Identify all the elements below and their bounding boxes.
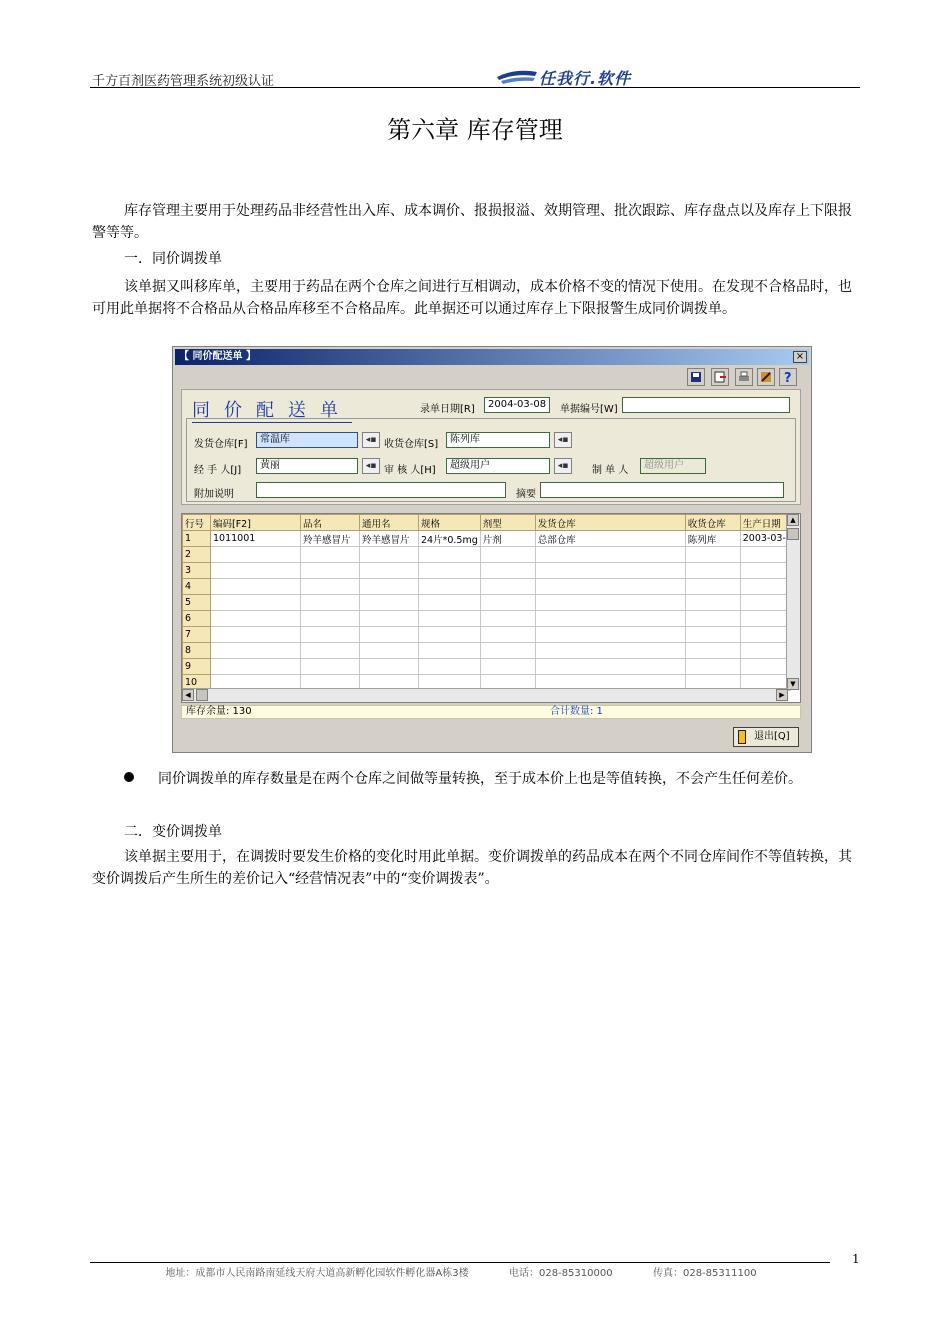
table-cell[interactable] — [360, 643, 419, 659]
table-cell[interactable] — [685, 659, 740, 675]
detail-table — [182, 514, 791, 691]
chapter-title: 第六章 库存管理 — [387, 116, 563, 144]
table-cell[interactable] — [480, 595, 535, 611]
table-cell[interactable]: 片剂 — [480, 531, 535, 547]
row-number[interactable]: 3 — [183, 563, 211, 579]
company-logo — [495, 66, 655, 86]
table-cell[interactable] — [301, 611, 360, 627]
table-cell[interactable] — [301, 579, 360, 595]
footer-phone: 电话：028-85310000 — [509, 1268, 613, 1279]
footer-rule — [90, 1262, 830, 1263]
table-cell[interactable] — [211, 627, 301, 643]
pick-handler-icon[interactable]: ◂▪ — [362, 458, 380, 474]
table-cell[interactable] — [360, 595, 419, 611]
col-header[interactable]: 行号 — [183, 515, 211, 531]
table-cell[interactable] — [685, 563, 740, 579]
table-cell[interactable] — [419, 579, 481, 595]
stock-remaining: 库存余量: 130 — [186, 706, 252, 717]
handler-label: 经 手 人[J] — [194, 465, 242, 476]
table-row[interactable] — [183, 643, 791, 659]
table-cell[interactable] — [360, 627, 419, 643]
table-cell[interactable]: 陈列库 — [685, 531, 740, 547]
transfer-window — [172, 346, 812, 753]
table-cell[interactable] — [360, 611, 419, 627]
section1-body: 该单据又叫移库单，主要用于药品在两个仓库之间进行互相调动，成本价格不变的情况下使用。在发现不合格品时，也可用此单据将不合格品从合格品库移至不合格品库。此单据还可以通过库存上下限报警生成同价调拨单。 — [92, 279, 852, 317]
row-number[interactable]: 6 — [183, 611, 211, 627]
table-cell[interactable] — [480, 579, 535, 595]
bullet-text: 同价调拨单的库存数量是在两个仓库之间做等量转换，至于成本价上也是等值转换，不会产生任何差价。 — [158, 771, 802, 787]
scroll-right-icon[interactable]: ▶ — [776, 689, 788, 701]
table-cell[interactable] — [360, 579, 419, 595]
maker-label: 制 单 人 — [592, 465, 629, 476]
table-cell[interactable] — [419, 595, 481, 611]
table-cell[interactable] — [419, 547, 481, 563]
table-cell[interactable] — [419, 643, 481, 659]
table-cell[interactable] — [211, 579, 301, 595]
form-panel — [181, 389, 801, 505]
row-number[interactable]: 8 — [183, 643, 211, 659]
table-row[interactable] — [183, 659, 791, 675]
print-icon[interactable] — [735, 368, 753, 386]
table-cell[interactable] — [535, 563, 685, 579]
doc-no-label: 单据编号[W] — [560, 404, 618, 415]
pick-from-warehouse-icon[interactable]: ◂▪ — [362, 432, 380, 448]
table-cell[interactable] — [360, 659, 419, 675]
table-cell[interactable] — [740, 579, 790, 595]
bullet-icon — [124, 772, 134, 782]
table-cell[interactable] — [301, 563, 360, 579]
logo-text: 任我行.软件 — [539, 69, 632, 88]
header-doc-title: 千方百剂医药管理系统初级认证 — [92, 74, 275, 89]
table-cell[interactable] — [480, 627, 535, 643]
to-warehouse-field[interactable]: 陈列库 — [446, 432, 550, 448]
table-cell[interactable]: 1011001 — [211, 531, 301, 547]
table-cell[interactable] — [301, 595, 360, 611]
table-cell[interactable] — [535, 627, 685, 643]
col-header[interactable]: 通用名 — [360, 515, 419, 531]
table-cell[interactable] — [211, 643, 301, 659]
row-number[interactable]: 4 — [183, 579, 211, 595]
pick-to-warehouse-icon[interactable]: ◂▪ — [554, 432, 572, 448]
save-icon[interactable] — [687, 368, 705, 386]
col-header[interactable]: 生产日期 — [740, 515, 790, 531]
table-cell[interactable] — [480, 659, 535, 675]
col-header[interactable]: 发货仓库 — [535, 515, 685, 531]
table-cell[interactable] — [480, 611, 535, 627]
table-cell[interactable]: 总部仓库 — [535, 531, 685, 547]
exit-button[interactable] — [733, 727, 799, 747]
svg-text:?: ? — [784, 371, 792, 385]
table-cell[interactable] — [740, 627, 790, 643]
help-icon[interactable] — [779, 368, 797, 386]
header-rule — [90, 87, 860, 88]
table-row[interactable] — [183, 611, 791, 627]
status-bar — [181, 705, 801, 719]
summary-label: 摘要 — [516, 489, 536, 500]
table-cell[interactable] — [301, 627, 360, 643]
table-cell[interactable] — [211, 659, 301, 675]
table-cell[interactable] — [685, 643, 740, 659]
col-header[interactable]: 编码[F2] — [211, 515, 301, 531]
auditor-field[interactable]: 超级用户 — [446, 458, 550, 474]
table-row[interactable] — [183, 563, 791, 579]
doc-no-field[interactable] — [622, 397, 790, 413]
table-cell[interactable] — [535, 659, 685, 675]
vertical-scrollbar[interactable] — [786, 514, 800, 690]
table-row[interactable] — [183, 547, 791, 563]
table-cell[interactable] — [419, 627, 481, 643]
total-quantity: 合计数量: 1 — [550, 706, 603, 717]
col-header[interactable]: 品名 — [301, 515, 360, 531]
export-icon[interactable] — [711, 368, 729, 386]
entry-date-label: 录单日期[R] — [420, 404, 475, 415]
table-cell[interactable] — [535, 579, 685, 595]
table-cell[interactable] — [480, 547, 535, 563]
scroll-up-icon[interactable]: ▲ — [787, 514, 799, 526]
footer — [92, 1264, 830, 1279]
to-warehouse-label: 收货仓库[S] — [384, 439, 439, 450]
table-cell[interactable]: 羚羊感冒片 — [301, 531, 360, 547]
table-cell[interactable] — [685, 627, 740, 643]
table-cell[interactable] — [685, 579, 740, 595]
table-cell[interactable] — [419, 563, 481, 579]
table-cell[interactable] — [535, 547, 685, 563]
intro-paragraph: 库存管理主要用于处理药品非经营性出入库、成本调价、报损报溢、效期管理、批次跟踪、库存盘点以及库存上下限报警等等。 — [92, 203, 852, 241]
table-cell[interactable] — [740, 611, 790, 627]
table-cell[interactable] — [740, 643, 790, 659]
table-cell[interactable] — [740, 547, 790, 563]
table-cell[interactable] — [211, 563, 301, 579]
row-number[interactable]: 5 — [183, 595, 211, 611]
footer-fax: 传真：028-85311100 — [652, 1268, 757, 1279]
note-field[interactable] — [256, 482, 506, 498]
table-cell[interactable] — [301, 643, 360, 659]
table-cell[interactable] — [685, 611, 740, 627]
table-cell[interactable]: 2003-03- — [740, 531, 790, 547]
table-cell[interactable] — [685, 547, 740, 563]
hscroll-thumb[interactable] — [196, 689, 208, 701]
row-number[interactable]: 7 — [183, 627, 211, 643]
maker-field: 超级用户 — [640, 458, 706, 474]
section2-heading: 二．变价调拨单 — [124, 824, 222, 840]
exit-button-label: 退出[Q] — [754, 731, 790, 742]
footer-address: 地址：成都市人民南路南延线天府大道高新孵化园软件孵化器A栋3楼 — [165, 1268, 469, 1279]
table-cell[interactable] — [480, 563, 535, 579]
table-cell[interactable] — [535, 611, 685, 627]
table-cell[interactable] — [211, 547, 301, 563]
table-cell[interactable]: 羚羊感冒片 — [360, 531, 419, 547]
table-cell[interactable] — [685, 595, 740, 611]
horizontal-scrollbar[interactable] — [182, 688, 788, 702]
table-cell[interactable] — [535, 595, 685, 611]
table-cell[interactable] — [211, 611, 301, 627]
form-title: 同价配送单 — [192, 396, 352, 423]
handler-field[interactable]: 黄丽 — [256, 458, 358, 474]
table-cell[interactable] — [211, 595, 301, 611]
exit-door-icon — [738, 730, 746, 744]
row-number[interactable]: 1 — [183, 531, 211, 547]
detail-grid — [181, 513, 801, 703]
summary-field[interactable] — [540, 482, 784, 498]
page-number: 1 — [852, 1252, 860, 1266]
table-cell[interactable] — [480, 643, 535, 659]
table-cell[interactable]: 24片*0.5mg — [419, 531, 481, 547]
scroll-down-icon[interactable]: ▼ — [787, 678, 799, 690]
table-cell[interactable] — [740, 659, 790, 675]
note-label: 附加说明 — [194, 489, 234, 500]
table-cell[interactable] — [301, 547, 360, 563]
close-icon[interactable]: × — [793, 351, 807, 363]
col-header[interactable]: 规格 — [419, 515, 481, 531]
scroll-left-icon[interactable]: ◀ — [182, 689, 194, 701]
table-cell[interactable] — [301, 659, 360, 675]
table-cell[interactable] — [419, 611, 481, 627]
row-number[interactable]: 9 — [183, 659, 211, 675]
logo-swoosh-icon — [495, 68, 539, 86]
table-row[interactable] — [183, 595, 791, 611]
window-title: 【 同价配送单 】 — [175, 349, 809, 365]
table-row[interactable] — [183, 579, 791, 595]
table-row[interactable] — [183, 627, 791, 643]
table-cell[interactable] — [535, 643, 685, 659]
table-cell[interactable] — [740, 563, 790, 579]
table-cell[interactable] — [419, 659, 481, 675]
table-cell[interactable] — [360, 563, 419, 579]
col-header[interactable]: 收货仓库 — [685, 515, 740, 531]
entry-date-field[interactable]: 2004-03-08 — [484, 397, 550, 413]
row-number[interactable]: 10 — [183, 675, 211, 691]
table-cell[interactable] — [740, 595, 790, 611]
auditor-label: 审 核 人[H] — [384, 465, 436, 476]
table-cell[interactable] — [360, 547, 419, 563]
table-row[interactable] — [183, 531, 791, 547]
settings-icon[interactable] — [757, 368, 775, 386]
section1-heading: 一．同价调拨单 — [124, 251, 222, 267]
col-header[interactable]: 剂型 — [480, 515, 535, 531]
from-warehouse-label: 发货仓库[F] — [194, 439, 248, 450]
scroll-thumb[interactable] — [787, 528, 799, 540]
section2-body: 该单据主要用于，在调拨时要发生价格的变化时用此单据。变价调拨单的药品成本在两个不同仓库间作不等值转换，其变价调拨后产生所生的差价记入“经营情况表”中的“变价调拨表”。 — [92, 849, 852, 887]
row-number[interactable]: 2 — [183, 547, 211, 563]
pick-auditor-icon[interactable]: ◂▪ — [554, 458, 572, 474]
from-warehouse-field[interactable]: 常温库 — [256, 432, 358, 448]
